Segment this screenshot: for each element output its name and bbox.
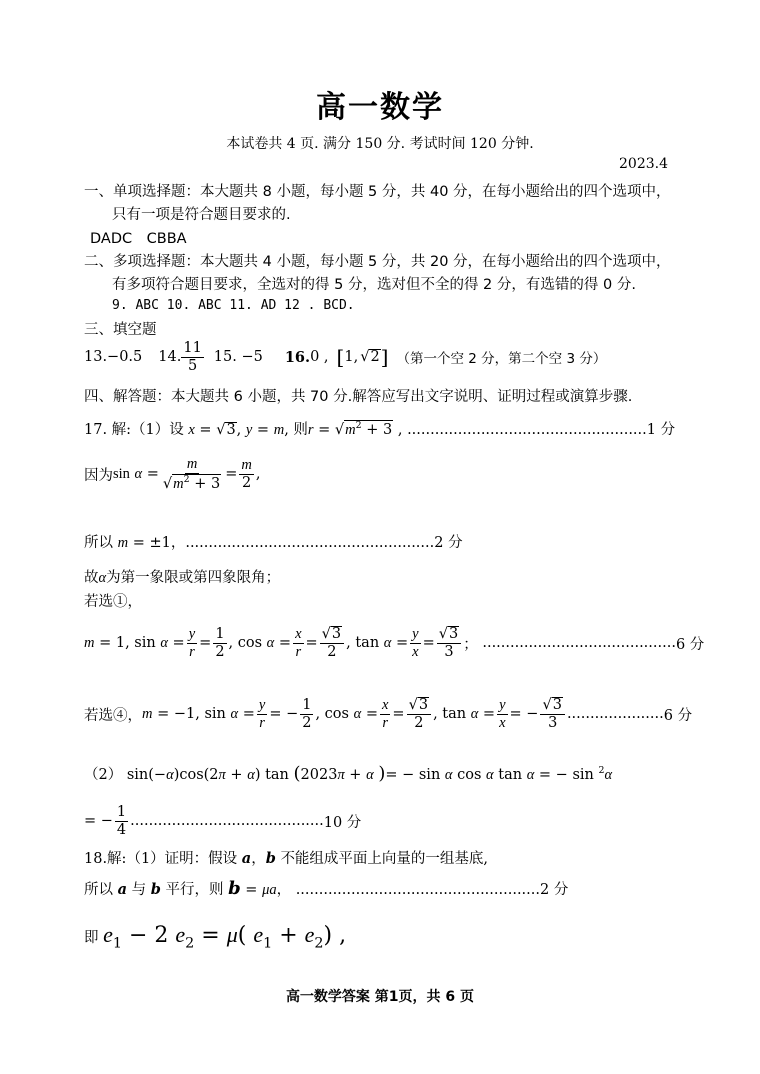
q18-line1: 18.解:（1）证明：假设 a，b 不能组成平面上向量的一组基底,: [84, 850, 489, 867]
interval-left-bracket: [: [336, 345, 345, 370]
fill-in-answers: [84, 340, 606, 374]
section2-line2: 有多项符合题目要求，全选对的得 5 分，选对但不全的得 2 分，有选错的得 0 分.: [112, 277, 636, 293]
section4-heading: 四、解答题：本大题共 6 小题，共 70 分.解答应写出文字说明、证明过程或演算步骤.: [84, 389, 633, 405]
q17-line4-text: 为第一象限或第四象限角；: [106, 570, 281, 586]
q16-scoring-note: （第一个空 2 分，第二个空 3 分）: [396, 351, 607, 368]
q18-line2-mid1: 与: [131, 882, 147, 898]
q17-line2: 因为 sin α = $\frac{m}{√m^2 + 3}$ = $\frac{m}{2}$ ,: [84, 456, 261, 492]
q18-line2-mid2: 平行，则: [165, 882, 224, 898]
page-footer: 高一数学答案 第1页，共 6 页: [285, 989, 475, 1005]
q17-line9: = − $\frac{1}{4}$ .......................................... 10 分: [84, 804, 362, 838]
q17-line3-score: 2 分: [434, 535, 463, 551]
q17-line7: 若选④， m = −1, sin α = $\frac{y}{r}$ = − $\frac{1}{2}$ , cos α = $\frac{x}{r}$ = $\frac{√3}{2}$ , tan α = $\frac{y}{x}$ = − $\frac{√3}{3}$ ..................... 6 分: [84, 697, 693, 731]
q18-line2: 所以 a 与 b 平行，则 b = μa， .....................................................2 分: [84, 878, 569, 899]
exam-info: 本试卷共 4 页. 满分 150 分. 考试时间 120 分钟.: [226, 136, 534, 152]
q14-numerator: 11: [183, 340, 202, 356]
q18-line3: 即 $e_1 - 2$ $e_2 = \mu$( $e_1 + e_2$) ,: [84, 922, 347, 952]
q16-first-answer: 0 ,: [310, 349, 329, 366]
q14-fraction: [181, 340, 203, 374]
section1-answers: DADC CBBA: [90, 231, 187, 247]
q13-answer: 13.−0.5: [84, 349, 143, 366]
q17-line4-prefix: 故: [84, 570, 99, 586]
q18-line2-dots: .....................................................: [295, 882, 540, 898]
q17-line1: 17. 解:（1）设 x = √3, y = m, 则$r = √m^2 + 3$ , ....................................................1 分: [84, 420, 676, 438]
q17-line1-score: 1 分: [646, 422, 676, 438]
q16-sqrt-value: 2: [370, 348, 380, 365]
q17-line3: 所以 m = ±1，......................................................2 分: [84, 535, 463, 551]
q17-line3-dots: ......................................................: [185, 535, 435, 551]
q14-denominator: 5: [187, 357, 198, 374]
sqrt-expression: √2: [360, 348, 380, 365]
section1-line1: 一、单项选择题：本大题共 8 小题，每小题 5 分，共 40 分，在每小题给出的四个选项中，: [84, 184, 671, 200]
q17-line4: 故α为第一象限或第四象限角；: [84, 570, 281, 586]
section2-answers: 9. ABC 10. ABC 11. AD 12 . BCD.: [112, 298, 355, 313]
q17-line5: 若选①，: [84, 594, 142, 610]
q18-line3-prefix: 即: [84, 930, 99, 946]
interval-right-bracket: ]: [380, 345, 389, 370]
q17-line8-prefix: （2）: [84, 767, 123, 783]
q16-interval-start: 1,: [344, 349, 359, 366]
q18-line2-score: 2 分: [540, 882, 569, 898]
q15-answer: 15. −5: [213, 349, 263, 366]
q17-line7-dots: .....................: [566, 706, 664, 723]
exam-date: 2023.4: [619, 156, 668, 172]
q17-line7-prefix: 若选④，: [84, 707, 142, 724]
q17-line6-dots: ..........................................: [482, 635, 676, 652]
q17-line1-then: 则: [293, 422, 308, 438]
section1-line2: 只有一项是符合题目要求的.: [112, 207, 291, 223]
q17-line3-prefix: 所以: [84, 535, 113, 551]
q17-line6-score: 6 分: [675, 636, 705, 653]
section3-heading: 三、填空题: [84, 322, 157, 338]
q17-line9-score: 10 分: [323, 814, 362, 831]
q17-line9-dots: ..........................................: [130, 813, 324, 830]
q17-line8: （2） sin(−α)cos(2π + α) tan (2023π + α )= − sin α cos α tan α = − sin $^2$α: [84, 763, 613, 784]
q14-label: 14.: [158, 349, 182, 366]
q18-line1-prefix: 18.解:（1）证明：假设: [84, 851, 238, 867]
section2-line1: 二、多项选择题：本大题共 4 小题，每小题 5 分，共 20 分，在每小题给出的四个选项中，: [84, 254, 671, 270]
q17-line1-prefix: 17. 解:（1）设: [84, 422, 184, 438]
q18-line2-prefix: 所以: [84, 882, 113, 898]
m-over-2-fraction: $\frac{m}{2}$: [241, 457, 252, 491]
q17-line7-score: 6 分: [663, 707, 693, 724]
q16-label: 16.: [284, 348, 311, 366]
q18-line1-mid: 不能组成平面上向量的一组基底,: [280, 851, 489, 867]
q17-line1-dots: ....................................................: [407, 422, 647, 438]
page-title: 高一数学: [316, 90, 444, 125]
q17-line2-prefix: 因为: [84, 467, 113, 484]
q17-line6: m = 1, sin α = $\frac{y}{r}$ = $\frac{1}{2}$ , cos α = $\frac{x}{r}$ = $\frac{√3}{2}$ , tan α = $\frac{y}{x}$ = $\frac{√3}{3}$ ； .......................................... 6 分: [84, 626, 705, 660]
sin-alpha-fraction: $\frac{m}{√m^2 + 3}$: [162, 456, 221, 492]
